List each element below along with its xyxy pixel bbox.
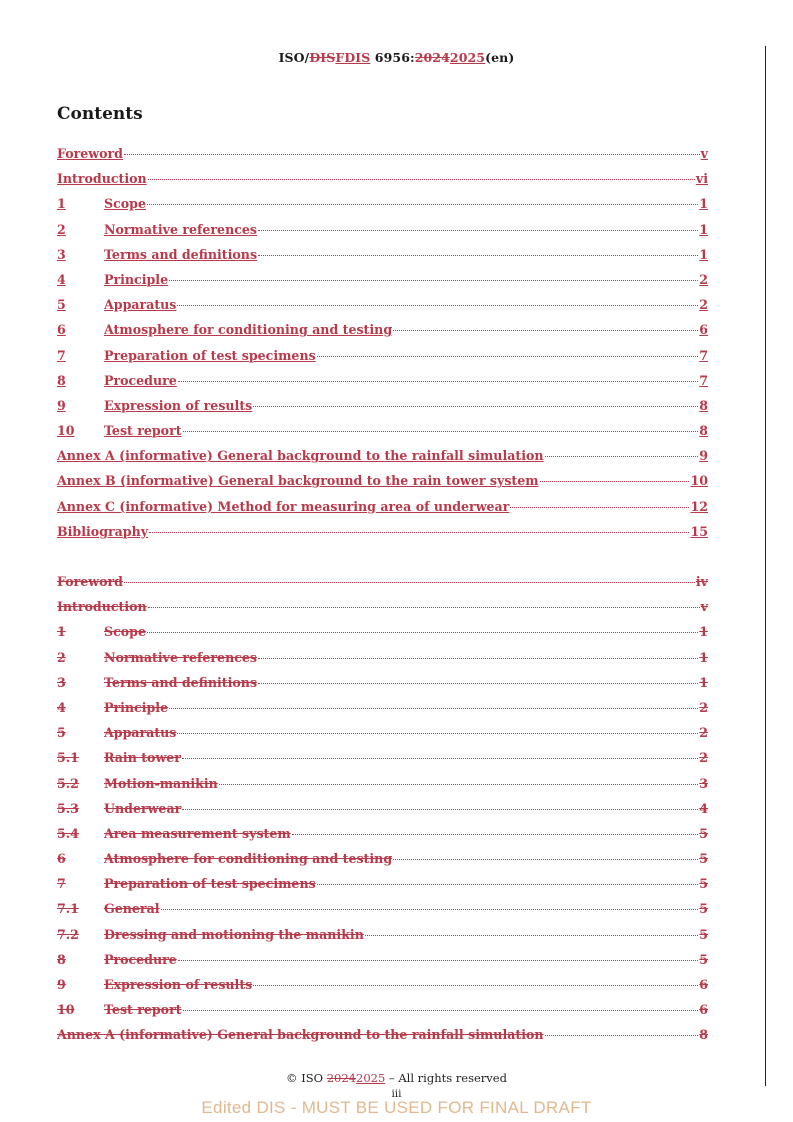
toc-dot-leader	[317, 884, 699, 885]
toc-dot-leader	[393, 330, 698, 331]
toc-entry-page: 2	[699, 699, 708, 715]
toc-dot-leader	[545, 456, 699, 457]
toc-entry-page: iv	[695, 574, 708, 589]
toc-entry-page: 1	[699, 246, 708, 262]
toc-dot-leader	[540, 481, 690, 482]
toc-entry-number: 1	[57, 196, 66, 212]
toc-entry-number: 9	[57, 977, 66, 992]
toc-entry-page: 5	[699, 851, 708, 867]
toc-entry[interactable]	[57, 423, 708, 448]
toc-entry-page: v	[700, 146, 708, 161]
footer-suffix: – All rights reserved	[385, 1071, 507, 1085]
toc-entry-page: 8	[699, 423, 708, 439]
toc-entry[interactable]	[57, 499, 708, 524]
toc-entry-page: 5	[699, 825, 708, 841]
toc-entry-page: 5	[699, 901, 708, 917]
toc-entry-number: 6	[57, 851, 66, 867]
toc-entry-label: Procedure	[104, 951, 177, 967]
toc-entry[interactable]	[57, 1002, 708, 1027]
toc-dot-leader	[182, 809, 698, 810]
toc-entry[interactable]	[57, 247, 708, 272]
toc-dot-leader	[253, 985, 698, 986]
toc-entry[interactable]	[57, 222, 708, 247]
page-number: iii	[391, 1088, 402, 1100]
toc-entry-number: 5.4	[57, 825, 79, 841]
toc-entry-label: Bibliography	[57, 523, 149, 539]
toc-entry[interactable]	[57, 322, 708, 347]
toc-dot-leader	[510, 507, 689, 508]
toc-entry[interactable]	[57, 675, 708, 700]
toc-dot-leader	[258, 683, 698, 684]
toc-entry-label: Principle	[104, 271, 169, 287]
toc-deleted	[57, 574, 708, 1053]
toc-dot-leader	[147, 632, 698, 633]
toc-entry-label: General	[104, 901, 160, 917]
toc-entry-page: 2	[699, 297, 708, 313]
toc-entry-page: 1	[699, 674, 708, 690]
toc-entry[interactable]	[57, 851, 708, 876]
toc-entry[interactable]	[57, 876, 708, 901]
toc-entry-page: 5	[699, 926, 708, 942]
toc-entry-number: 7.2	[57, 926, 79, 942]
toc-entry-label: Expression of results	[104, 397, 253, 413]
toc-entry-page: 7	[699, 347, 708, 363]
toc-entry-number: 1	[57, 624, 66, 640]
toc-dot-leader	[253, 406, 698, 407]
toc-dot-leader	[545, 1035, 699, 1036]
toc-entry[interactable]	[57, 574, 708, 599]
header-suffix: (en)	[485, 50, 515, 65]
toc-entry[interactable]	[57, 297, 708, 322]
toc-dot-leader	[169, 708, 698, 709]
toc-entry-number: 5.1	[57, 750, 79, 766]
toc-dot-leader	[258, 658, 698, 659]
toc-entry[interactable]	[57, 398, 708, 423]
toc-entry[interactable]	[57, 599, 708, 624]
header-prefix: ISO/	[278, 50, 310, 65]
toc-entry-page: 15	[690, 523, 708, 539]
toc-entry-number: 3	[57, 674, 66, 690]
toc-dot-leader	[183, 431, 699, 432]
toc-entry-page: 5	[699, 951, 708, 967]
toc-entry-page: 10	[690, 473, 708, 489]
toc-entry[interactable]	[57, 348, 708, 373]
toc-dot-leader	[124, 154, 700, 155]
toc-entry[interactable]	[57, 650, 708, 675]
document-header	[0, 50, 793, 65]
toc-entry[interactable]	[57, 448, 708, 473]
toc-entry-number: 5.2	[57, 775, 79, 791]
toc-entry[interactable]	[57, 272, 708, 297]
toc-entry-label: Rain tower	[104, 750, 181, 766]
toc-entry[interactable]	[57, 801, 708, 826]
toc-dot-leader	[177, 305, 698, 306]
toc-dot-leader	[393, 859, 698, 860]
header-inserted-year: 2025	[449, 50, 486, 65]
toc-dot-leader	[292, 834, 699, 835]
toc-entry[interactable]	[57, 624, 708, 649]
toc-entry-label: Introduction	[57, 171, 147, 187]
footer-inserted-year: 2025	[356, 1071, 386, 1085]
copyright-footer	[0, 1071, 793, 1085]
toc-entry[interactable]	[57, 750, 708, 775]
toc-entry-page: 6	[699, 1002, 708, 1018]
toc-entry[interactable]	[57, 373, 708, 398]
toc-entry-number: 10	[57, 423, 75, 439]
toc-entry-number: 2	[57, 221, 66, 237]
toc-entry-page: 4	[699, 800, 708, 816]
toc-dot-leader	[178, 960, 698, 961]
toc-entry-page: 6	[699, 322, 708, 338]
toc-entry-page: 2	[699, 750, 708, 766]
toc-entry-label: Atmosphere for conditioning and testing	[104, 851, 393, 867]
toc-entry-label: Annex C (informative) Method for measuring area of underwear	[57, 498, 510, 514]
page-title: Contents	[57, 104, 143, 124]
toc-entry-number: 8	[57, 951, 66, 967]
footer-deleted-year: 2024	[326, 1071, 356, 1085]
toc-entry-label: Terms and definitions	[104, 246, 258, 262]
toc-entry-label: Motion-manikin	[104, 775, 218, 791]
toc-entry[interactable]	[57, 725, 708, 750]
toc-dot-leader	[258, 230, 698, 231]
toc-entry-number: 9	[57, 397, 66, 413]
toc-dot-leader	[148, 179, 695, 180]
toc-entry-number: 4	[57, 699, 66, 715]
toc-entry[interactable]	[57, 952, 708, 977]
toc-dot-leader	[365, 935, 698, 936]
toc-entry-number: 10	[57, 1002, 75, 1018]
toc-entry[interactable]	[57, 146, 708, 171]
toc-entry-label: Procedure	[104, 372, 177, 388]
margin-change-bar	[765, 46, 766, 1086]
toc-entry-page: 1	[699, 196, 708, 212]
toc-entry-number: 8	[57, 372, 66, 388]
toc-entry-page: 3	[699, 775, 708, 791]
toc-entry-label: Test report	[104, 423, 182, 439]
header-inserted-stage: FDIS	[335, 50, 371, 65]
toc-entry-page: 6	[699, 977, 708, 992]
toc-entry-page: 5	[699, 876, 708, 892]
toc-dot-leader	[317, 356, 699, 357]
toc-entry[interactable]	[57, 171, 708, 196]
toc-dot-leader	[149, 532, 689, 533]
toc-entry-label: Atmosphere for conditioning and testing	[104, 322, 393, 338]
toc-entry-page: 9	[699, 448, 708, 464]
toc-entry-number: 7	[57, 876, 66, 892]
toc-entry-label: Preparation of test specimens	[104, 876, 316, 892]
toc-entry[interactable]	[57, 196, 708, 221]
toc-entry-page: vi	[695, 171, 708, 187]
draft-watermark: Edited DIS - MUST BE USED FOR FINAL DRAFT	[201, 1098, 592, 1117]
toc-entry-page: 2	[699, 271, 708, 287]
toc-entry-label: Annex A (informative) General background to the rainfall simulation	[57, 1027, 544, 1043]
toc-entry-page: 8	[699, 1027, 708, 1043]
toc-dot-leader	[219, 784, 698, 785]
toc-entry-label: Apparatus	[104, 297, 177, 313]
toc-entry-label: Normative references	[104, 221, 258, 237]
footer-prefix: © ISO	[286, 1071, 327, 1085]
toc-entry-number: 5	[57, 725, 66, 741]
toc-entry-number: 5.3	[57, 800, 79, 816]
toc-entry-label: Principle	[104, 699, 169, 715]
toc-entry-number: 7	[57, 347, 66, 363]
toc-entry-label: Apparatus	[104, 725, 177, 741]
toc-entry-number: 5	[57, 297, 66, 313]
toc-entry-label: Test report	[104, 1002, 182, 1018]
toc-entry-page: 2	[699, 725, 708, 741]
toc-entry-page: 1	[699, 624, 708, 640]
toc-dot-leader	[177, 733, 698, 734]
toc-entry-number: 4	[57, 271, 66, 287]
toc-entry[interactable]	[57, 826, 708, 851]
toc-entry-label: Terms and definitions	[104, 674, 258, 690]
toc-entry-label: Annex B (informative) General background to the rain tower system	[57, 473, 539, 489]
toc-dot-leader	[182, 758, 698, 759]
toc-entry-label: Annex A (informative) General background to the rainfall simulation	[57, 448, 544, 464]
toc-entry[interactable]	[57, 977, 708, 1002]
toc-entry[interactable]	[57, 776, 708, 801]
toc-entry-page: 12	[690, 498, 708, 514]
toc-entry-label: Foreword	[57, 146, 123, 161]
toc-entry-number: 7.1	[57, 901, 79, 917]
toc-entry-page: 1	[699, 649, 708, 665]
toc-dot-leader	[147, 204, 698, 205]
toc-entry-page: 1	[699, 221, 708, 237]
toc-entry-label: Area measurement system	[104, 825, 291, 841]
toc-dot-leader	[183, 1010, 699, 1011]
toc-entry-label: Foreword	[57, 574, 123, 589]
toc-entry-number: 3	[57, 246, 66, 262]
toc-entry[interactable]	[57, 700, 708, 725]
header-deleted-year: 2024	[414, 50, 450, 65]
toc-inserted	[57, 146, 708, 549]
toc-dot-leader	[169, 280, 698, 281]
toc-entry-page: 8	[699, 397, 708, 413]
toc-dot-leader	[258, 255, 698, 256]
toc-dot-leader	[148, 607, 700, 608]
toc-entry-page: 7	[699, 372, 708, 388]
toc-entry-label: Scope	[104, 624, 146, 640]
toc-entry-page: v	[700, 599, 708, 615]
toc-entry[interactable]	[57, 1027, 708, 1052]
toc-entry-label: Normative references	[104, 649, 258, 665]
toc-entry[interactable]	[57, 524, 708, 549]
toc-dot-leader	[124, 582, 695, 583]
toc-entry-label: Underwear	[104, 800, 182, 816]
toc-entry[interactable]	[57, 901, 708, 926]
toc-entry-number: 2	[57, 649, 66, 665]
header-deleted-stage: DIS	[309, 50, 336, 65]
toc-dot-leader	[161, 909, 699, 910]
toc-entry-label: Preparation of test specimens	[104, 347, 316, 363]
toc-entry-label: Scope	[104, 196, 146, 212]
toc-entry[interactable]	[57, 473, 708, 498]
header-number: 6956:	[370, 50, 415, 65]
toc-entry-label: Dressing and motioning the manikin	[104, 926, 364, 942]
toc-entry-label: Expression of results	[104, 977, 253, 992]
toc-entry-label: Introduction	[57, 599, 147, 615]
toc-entry-number: 6	[57, 322, 66, 338]
toc-entry[interactable]	[57, 927, 708, 952]
toc-dot-leader	[178, 381, 698, 382]
